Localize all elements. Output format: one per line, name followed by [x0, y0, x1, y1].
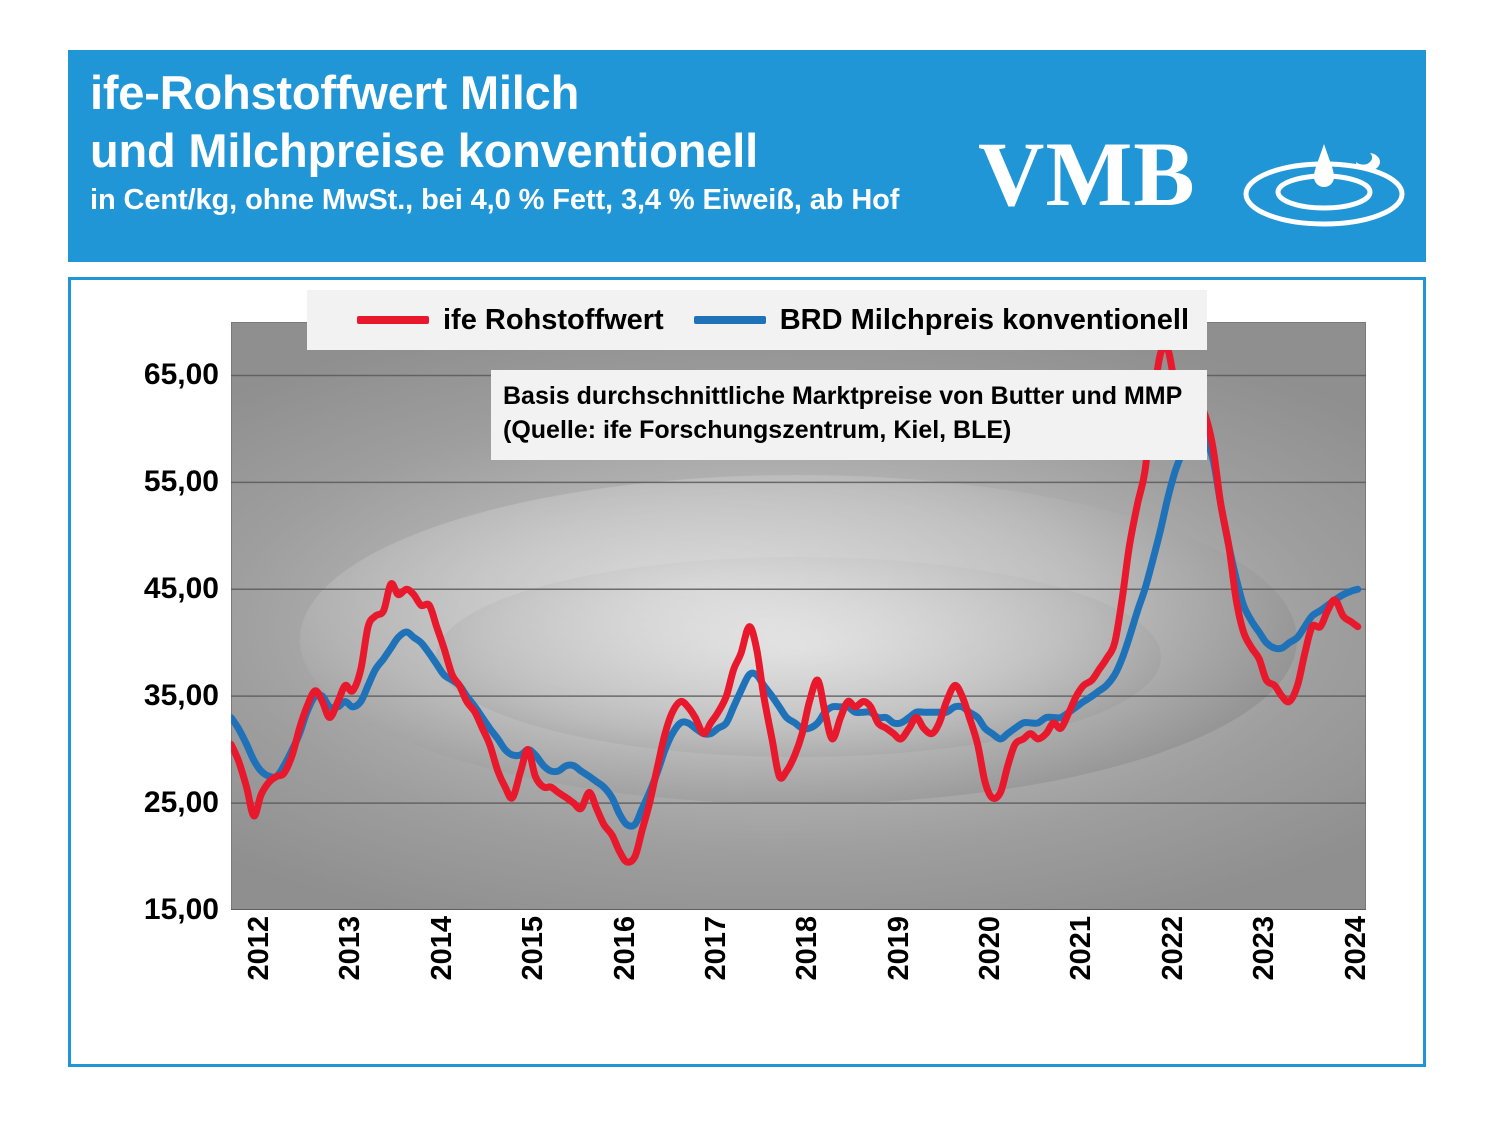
y-tick-1: 25,00	[143, 786, 219, 820]
header-banner	[68, 50, 1426, 262]
x-tick-2014: 2014	[425, 916, 458, 981]
x-tick-2022: 2022	[1156, 916, 1189, 981]
x-tick-2023: 2023	[1248, 916, 1281, 981]
y-axis-labels	[71, 322, 219, 926]
x-tick-2024: 2024	[1339, 916, 1372, 981]
x-tick-2017: 2017	[699, 916, 732, 981]
y-tick-2: 35,00	[143, 679, 219, 713]
x-tick-2019: 2019	[882, 916, 915, 981]
chart-legend	[307, 290, 1207, 350]
legend-label-milchpreis: BRD Milchpreis konventionell	[779, 303, 1190, 336]
chart-container	[68, 277, 1426, 1067]
x-tick-2021: 2021	[1065, 916, 1098, 981]
vmb-logo-text: VMB	[978, 123, 1196, 225]
x-tick-2012: 2012	[243, 916, 275, 981]
x-tick-2013: 2013	[334, 916, 367, 981]
legend-item-milchpreis	[694, 304, 1189, 337]
legend-swatch-rohstoffwert	[357, 316, 429, 324]
source-note	[491, 370, 1207, 460]
x-tick-2016: 2016	[608, 916, 641, 981]
vmb-logo	[978, 123, 1408, 238]
legend-swatch-milchpreis	[694, 316, 766, 324]
series-line-milchpreis	[231, 429, 1358, 826]
x-tick-2018: 2018	[791, 916, 824, 981]
page-title-line2: und Milchpreise konventionell	[90, 123, 758, 177]
legend-item-rohstoffwert	[357, 304, 664, 337]
milk-drop-icon	[1236, 132, 1406, 232]
x-tick-2020: 2020	[974, 916, 1007, 981]
x-tick-2015: 2015	[517, 916, 550, 981]
page-subtitle: in Cent/kg, ohne MwSt., bei 4,0 % Fett, 3,4 % Eiweiß, ab Hof	[90, 184, 900, 217]
page-title-line1: ife-Rohstoffwert Milch	[90, 66, 580, 119]
source-note-line2: (Quelle: ife Forschungszentrum, Kiel, BLE)	[503, 415, 1012, 444]
y-tick-0: 15,00	[143, 893, 219, 926]
y-tick-5: 65,00	[143, 358, 219, 392]
x-axis-labels	[231, 916, 1372, 1046]
y-tick-3: 45,00	[143, 572, 219, 606]
y-tick-4: 55,00	[143, 465, 219, 499]
legend-label-rohstoffwert: ife Rohstoffwert	[443, 303, 664, 336]
source-note-line1: Basis durchschnittliche Marktpreise von Butter und MMP	[503, 382, 1183, 410]
